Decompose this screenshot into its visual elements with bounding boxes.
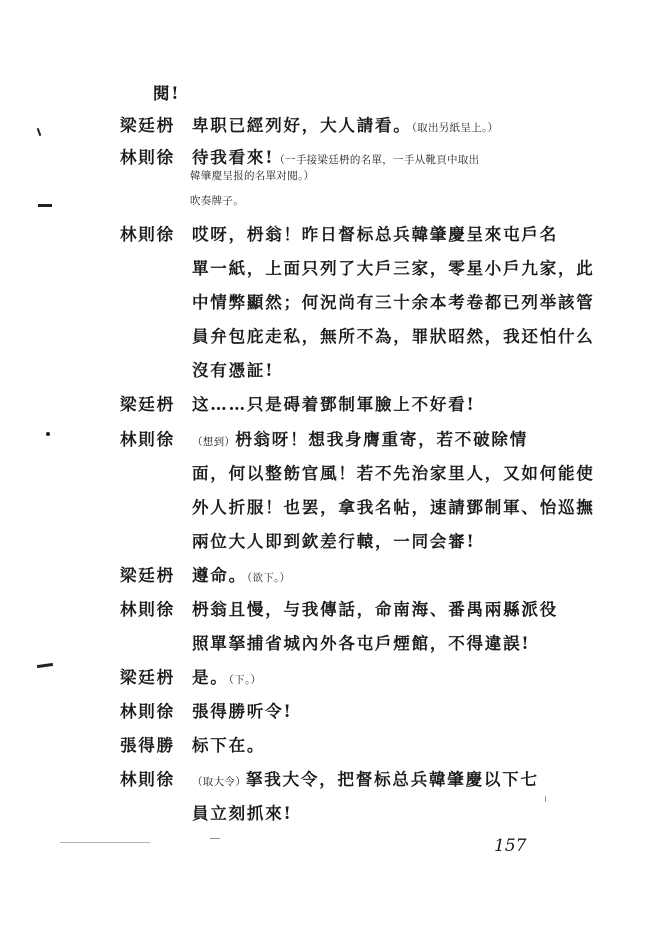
scan-mark — [545, 796, 546, 802]
stage-direction: 韓肇慶呈报的名單对閱。） — [190, 170, 315, 182]
dialogue-text: 張得勝听令! — [192, 702, 293, 721]
dialogue-text: 員弁包庇走私，無所不為，罪狀昭然，我还怕什么 — [192, 327, 595, 346]
speaker-name: 梁廷枬 — [120, 116, 175, 135]
dialogue-text: 單一紙，上面只列了大戶三家，零星小戶九家，此 — [192, 259, 595, 278]
stage-direction: （下。） — [228, 674, 262, 686]
script-line — [120, 698, 293, 722]
script-line — [192, 630, 530, 654]
script-line — [192, 460, 595, 484]
stage-direction: （想到） — [192, 436, 236, 448]
speaker-name: 梁廷枬 — [120, 395, 175, 414]
speaker-name: 梁廷枬 — [120, 566, 175, 585]
speaker-name: 梁廷枬 — [120, 668, 175, 687]
speaker-name: 林則徐 — [120, 430, 175, 449]
script-line — [192, 323, 595, 347]
script-line — [192, 800, 293, 824]
speaker-name: 張得勝 — [120, 736, 175, 755]
dialogue-text: 遵命。 — [192, 566, 247, 585]
script-line — [192, 528, 476, 552]
speaker-name: 林則徐 — [120, 600, 175, 619]
script-line — [192, 357, 274, 381]
dialogue-text: 哎呀，枬翁！昨日督标总兵韓肇慶呈來屯戶名 — [192, 225, 558, 244]
script-line — [120, 766, 539, 790]
dialogue-text: 兩位大人即到欽差行轅，一同会審! — [192, 532, 476, 551]
dialogue-text: 外人折服！也罢，拿我名帖，速請鄧制軍、怡巡撫 — [192, 498, 595, 517]
stage-direction-line — [190, 168, 314, 183]
script-line — [120, 596, 558, 620]
script-line — [120, 112, 498, 136]
stage-direction: （欲下。） — [246, 572, 291, 584]
dialogue-text: 閱! — [153, 84, 181, 103]
speaker-name: 林則徐 — [120, 702, 175, 721]
speaker-name: 林則徐 — [120, 225, 175, 244]
script-line — [120, 562, 290, 586]
dialogue-text: 照單拏捕省城內外各屯戶煙館，不得違誤! — [192, 634, 531, 653]
scan-mark — [60, 842, 150, 843]
scan-mark — [46, 432, 50, 436]
page-number: 157 — [494, 836, 527, 856]
stage-direction: 吹奏牌子。 — [190, 195, 244, 207]
dialogue-text: 枬翁呀！想我身膺重寄，若不破除情 — [235, 430, 529, 449]
script-line — [120, 391, 476, 415]
dialogue-text: 标下在。 — [192, 736, 266, 755]
script-line — [120, 664, 261, 688]
dialogue-text: 这……只是碍着鄧制軍臉上不好看! — [192, 395, 476, 414]
dialogue-text: 沒有憑証! — [192, 361, 275, 380]
dialogue-text: 待我看來! — [192, 148, 275, 167]
stage-direction: （一手接梁廷枬的名單，一手从靴頁中取出 — [274, 154, 480, 166]
stage-direction-line — [190, 193, 244, 208]
script-line — [120, 221, 558, 245]
dialogue-text: 面，何以整飭官風！若不先治家里人，又如何能使 — [192, 464, 595, 483]
script-line — [120, 426, 528, 450]
dialogue-text: 中情弊顯然；何況尚有三十余本考卷都已列举該管 — [192, 293, 595, 312]
script-line — [192, 289, 595, 313]
dialogue-text: 卑职已經列好，大人請看。 — [192, 116, 412, 135]
script-line — [120, 732, 265, 756]
dialogue-text: 枬翁且慢，与我傳話，命南海、番禺兩縣派役 — [192, 600, 558, 619]
script-line — [192, 494, 595, 518]
stage-direction: （取大令） — [192, 776, 246, 788]
script-line — [120, 144, 479, 168]
script-line — [153, 80, 180, 104]
script-line — [192, 255, 595, 279]
dialogue-text: 拏我大令，把督标总兵韓肇慶以下七 — [246, 770, 539, 789]
scan-mark — [37, 128, 42, 136]
dialogue-text: 員立刻抓來! — [192, 804, 293, 823]
scan-mark — [210, 838, 220, 839]
speaker-name: 林則徐 — [120, 148, 175, 167]
speaker-name: 林則徐 — [120, 770, 175, 789]
scan-mark — [38, 204, 52, 207]
scan-mark — [37, 663, 53, 668]
stage-direction: （取出另紙呈上。） — [411, 122, 499, 134]
dialogue-text: 是。 — [192, 668, 229, 687]
